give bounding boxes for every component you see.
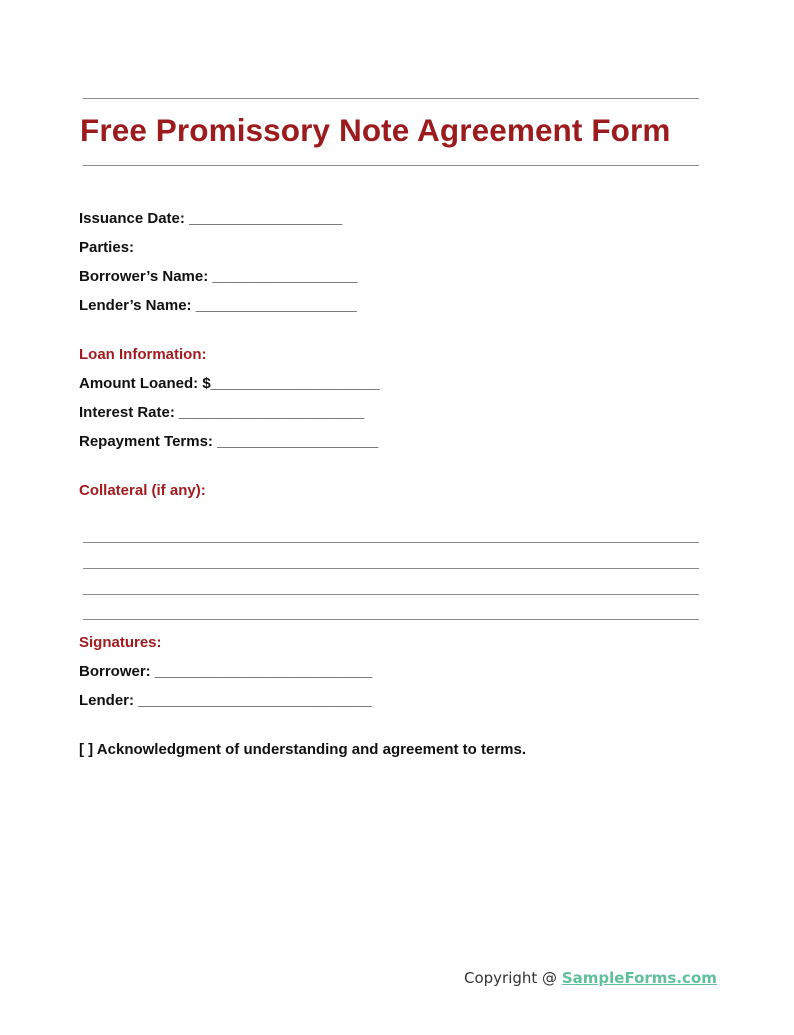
footer-copyright — [464, 969, 717, 987]
acknowledgment-checkbox[interactable]: [ ] — [79, 741, 94, 758]
top-rule — [83, 98, 699, 99]
repayment-terms-label: Repayment Terms: — [79, 433, 213, 450]
interest-rate-row — [79, 404, 364, 421]
issuance-date-field[interactable]: ___________________ — [189, 210, 342, 227]
amount-loaned-label: Amount Loaned: $ — [79, 375, 211, 392]
borrower-name-field[interactable]: __________________ — [212, 268, 358, 285]
borrower-signature-row — [79, 663, 372, 680]
title-bottom-rule — [83, 165, 699, 166]
repayment-terms-row — [79, 433, 378, 450]
borrower-signature-label: Borrower: — [79, 663, 151, 680]
lender-signature-label: Lender: — [79, 692, 135, 709]
signatures-heading: Signatures: — [79, 634, 162, 651]
borrower-signature-field[interactable]: ___________________________ — [154, 663, 373, 680]
issuance-date-row — [79, 210, 342, 227]
lender-name-label: Lender’s Name: — [79, 297, 192, 314]
parties-label: Parties: — [79, 239, 135, 256]
collateral-line-4[interactable] — [83, 619, 699, 620]
lender-signature-field[interactable]: _____________________________ — [138, 692, 372, 709]
interest-rate-label: Interest Rate: — [79, 404, 175, 421]
repayment-terms-field[interactable]: ____________________ — [217, 433, 378, 450]
copyright-text: Copyright @ — [464, 969, 558, 987]
acknowledgment-text: Acknowledgment of understanding and agreement to terms. — [96, 741, 527, 758]
sampleforms-link[interactable]: SampleForms.com — [561, 969, 717, 987]
amount-loaned-row — [79, 375, 380, 392]
interest-rate-field[interactable]: _______________________ — [179, 404, 365, 421]
lender-signature-row — [79, 692, 371, 709]
collateral-line-1[interactable] — [83, 542, 699, 543]
loan-information-heading: Loan Information: — [79, 346, 207, 363]
acknowledgment-row — [79, 741, 526, 758]
collateral-heading: Collateral (if any): — [79, 482, 206, 499]
collateral-line-3[interactable] — [83, 594, 699, 595]
issuance-date-label: Issuance Date: — [79, 210, 185, 227]
borrower-name-label: Borrower’s Name: — [79, 268, 209, 285]
lender-name-row — [79, 297, 357, 314]
amount-loaned-field[interactable]: _____________________ — [210, 375, 380, 392]
page-title: Free Promissory Note Agreement Form — [80, 112, 671, 148]
lender-name-field[interactable]: ____________________ — [195, 297, 357, 314]
collateral-line-2[interactable] — [83, 568, 699, 569]
borrower-name-row — [79, 268, 357, 285]
